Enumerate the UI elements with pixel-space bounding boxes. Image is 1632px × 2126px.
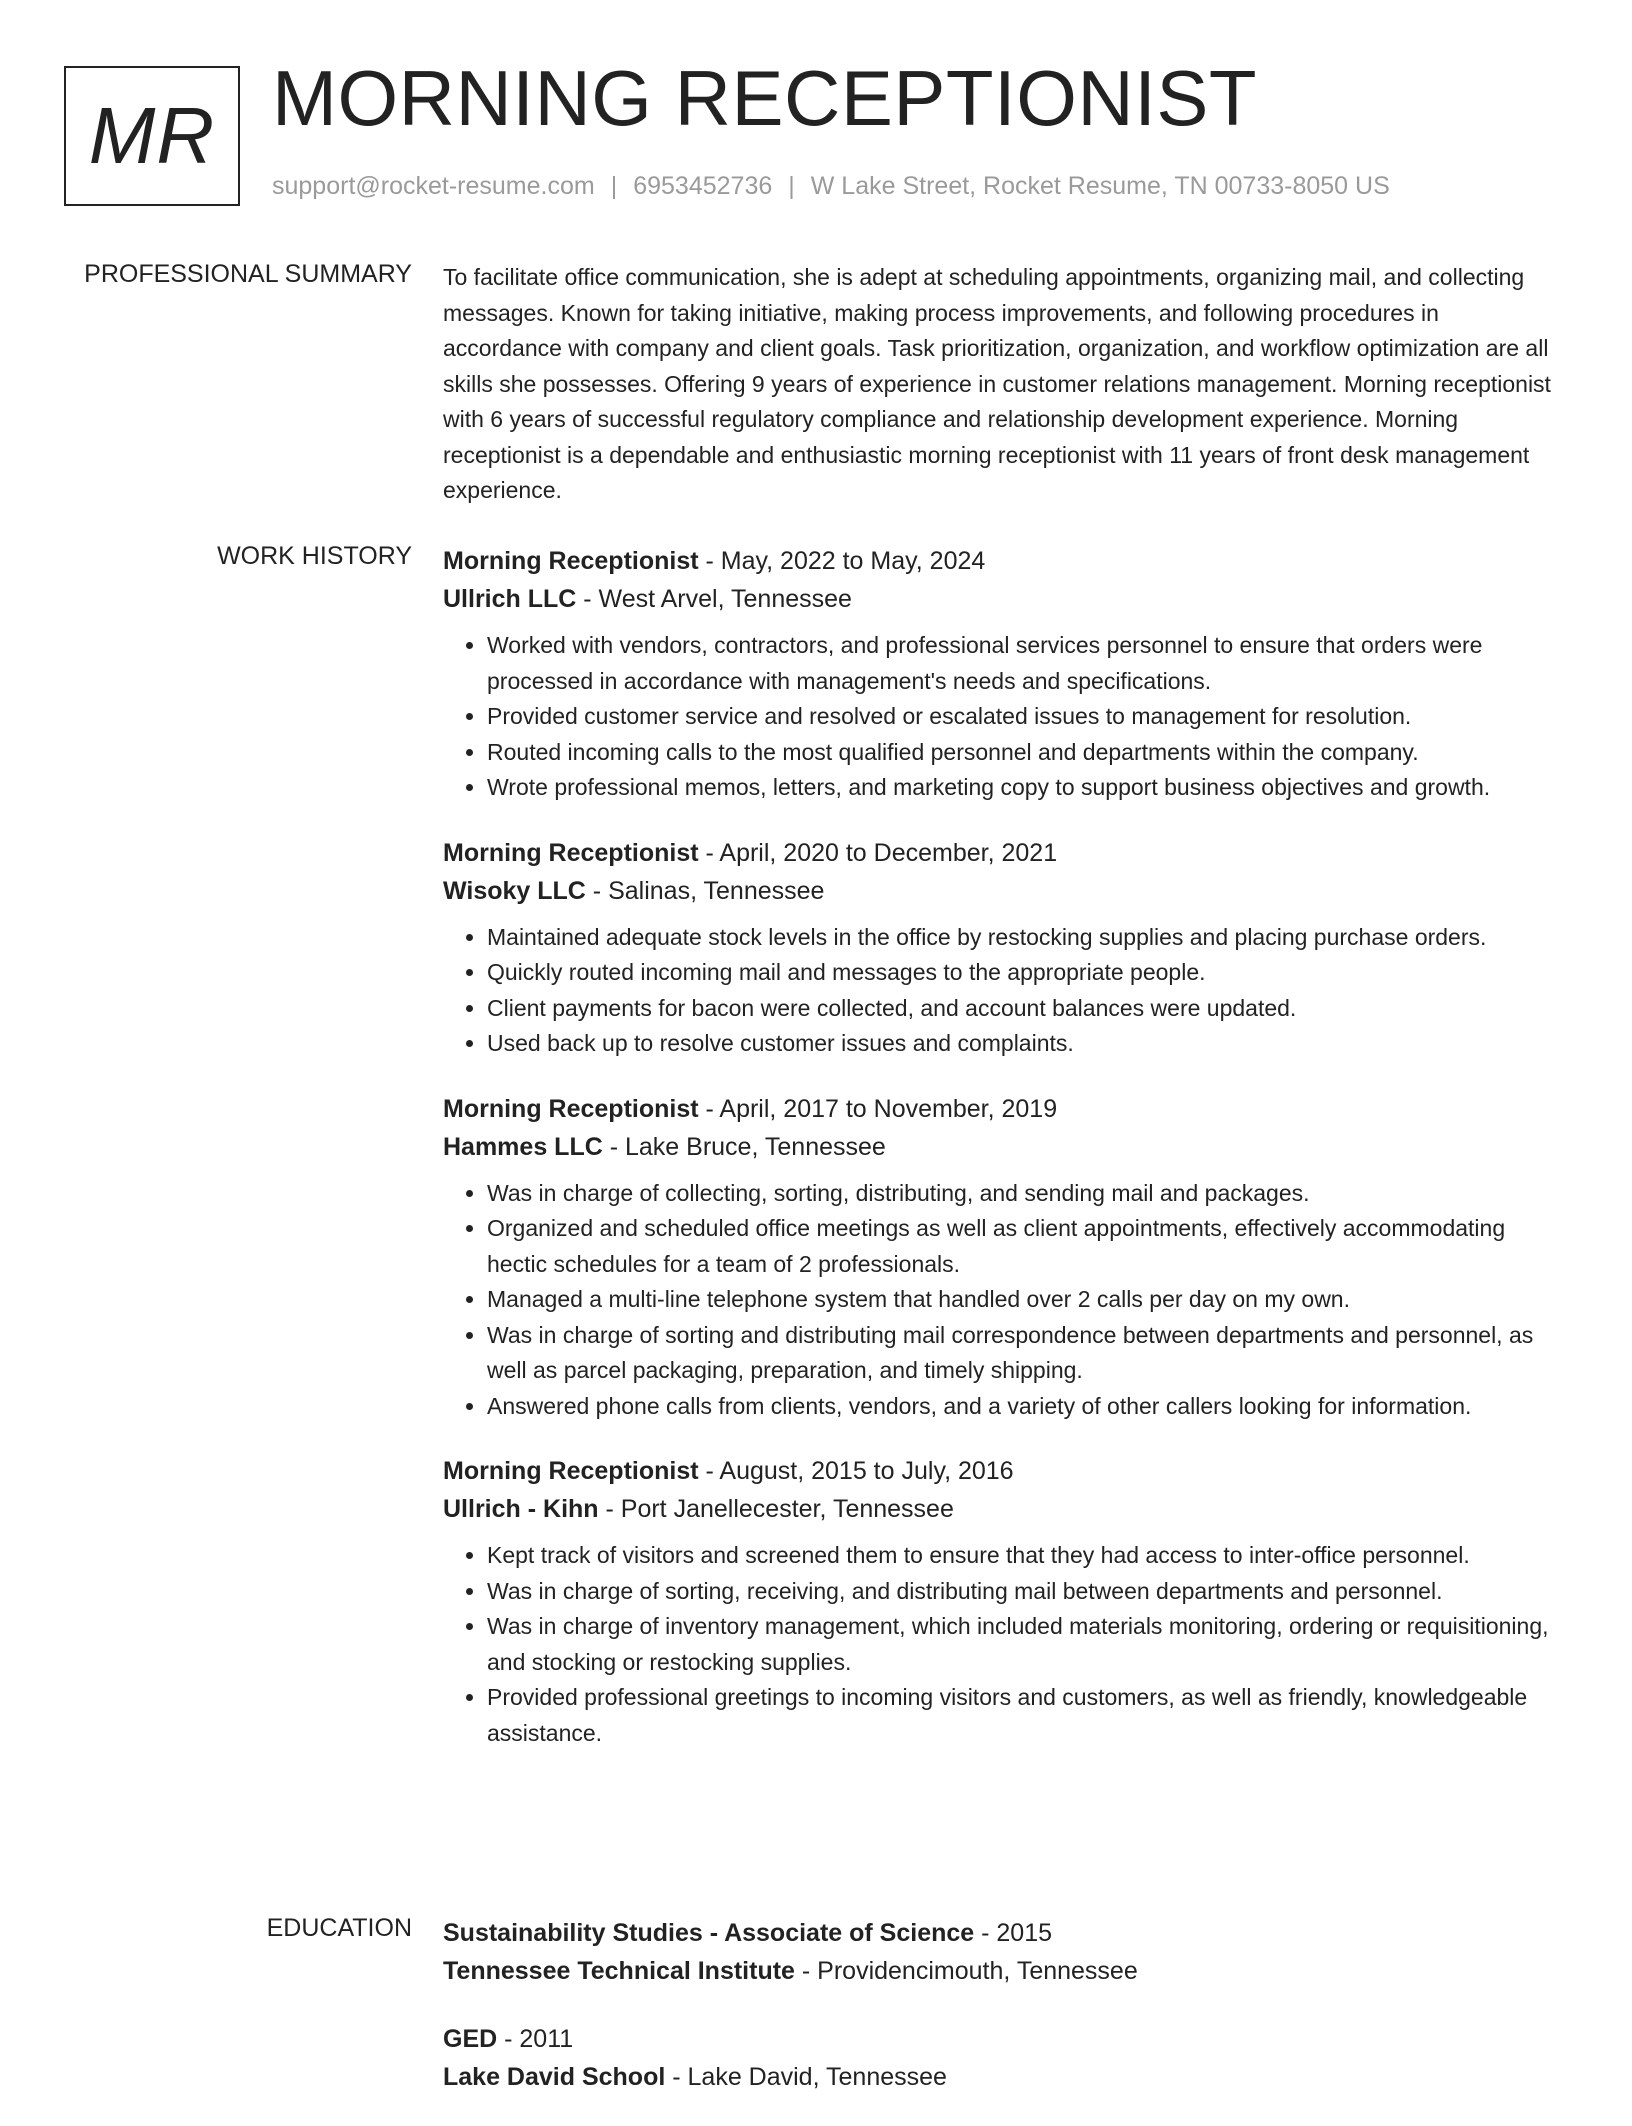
job-company: Ullrich - Kihn xyxy=(443,1495,599,1523)
section-label-summary: PROFESSIONAL SUMMARY xyxy=(84,260,412,288)
job-bullet: • Used back up to resolve customer issues and complaints. xyxy=(487,1026,1563,1062)
job-entry xyxy=(443,1090,1563,1425)
job-bullet: • Kept track of visitors and screened them to ensure that they had access to inter-office personnel. xyxy=(487,1538,1563,1574)
job-bullet: • Worked with vendors, contractors, and professional services personnel to ensure that orders were processed in accordance with management's needs and specifications. xyxy=(487,628,1563,699)
job-title: Morning Receptionist xyxy=(443,838,699,867)
job-title: Morning Receptionist xyxy=(443,547,699,575)
job-bullet-list xyxy=(443,628,1563,806)
contact-address: W Lake Street, Rocket Resume, TN 00733-8050 US xyxy=(810,172,1390,200)
education-location: - Lake David, Tennessee xyxy=(665,2063,947,2091)
job-bullet-list xyxy=(443,1176,1563,1425)
education-list xyxy=(443,1914,1563,2126)
summary-body xyxy=(443,260,1563,509)
section-label-work-history: WORK HISTORY xyxy=(217,542,412,570)
job-bullet: • Was in charge of collecting, sorting, distributing, and sending mail and packages. xyxy=(487,1176,1563,1212)
job-dates: - May, 2022 to May, 2024 xyxy=(698,547,986,575)
job-location: - Salinas, Tennessee xyxy=(585,876,825,905)
job-entry xyxy=(443,834,1563,1062)
job-company: Hammes LLC xyxy=(443,1132,603,1161)
job-bullet: • Wrote professional memos, letters, and marketing copy to support business objectives and growth. xyxy=(487,770,1563,806)
education-school-line xyxy=(443,1952,1563,1990)
job-bullet: • Maintained adequate stock levels in the office by restocking supplies and placing purchase orders. xyxy=(487,920,1563,956)
job-location: - Port Janellecester, Tennessee xyxy=(598,1495,954,1523)
job-title: Morning Receptionist xyxy=(443,1094,699,1123)
contact-separator: | xyxy=(610,172,618,200)
job-company-line xyxy=(443,872,1563,910)
job-company: Wisoky LLC xyxy=(443,876,586,905)
job-bullet: • Was in charge of inventory management, which included materials monitoring, ordering or requisitioning, and stocking or restocking supplies. xyxy=(487,1609,1563,1680)
job-bullet: • Client payments for bacon were collected, and account balances were updated. xyxy=(487,991,1563,1027)
job-bullet: • Answered phone calls from clients, vendors, and a variety of other callers looking for information. xyxy=(487,1389,1563,1425)
job-bullet: • Quickly routed incoming mail and messages to the appropriate people. xyxy=(487,955,1563,991)
job-bullet: • Organized and scheduled office meetings as well as client appointments, effectively accommodating hectic schedules for a team of 2 professionals. xyxy=(487,1211,1563,1282)
candidate-name: MORNING RECEPTIONIST xyxy=(272,54,1258,142)
job-location: - West Arvel, Tennessee xyxy=(576,585,852,613)
education-degree-line xyxy=(443,2020,1563,2058)
job-entry xyxy=(443,1452,1563,1751)
job-title-line xyxy=(443,1452,1563,1490)
contact-phone[interactable]: 6953452736 xyxy=(633,172,773,200)
education-degree: Sustainability Studies - Associate of Science xyxy=(443,1919,975,1947)
contact-line xyxy=(272,172,1390,201)
education-entry xyxy=(443,2020,1563,2096)
job-title-line xyxy=(443,1090,1563,1128)
job-entry xyxy=(443,542,1563,806)
summary-text: To facilitate office communication, she is adept at scheduling appointments, organizing mail, and collecting messages. Known for taking initiative, making process improvements, and following procedures in accordance with company and client goals. Task prioritization, organization, and workflow optimization are all skills she possesses. Offering 9 years of experience in customer relations management. Morning receptionist with 6 years of successful regulatory compliance and relationship development experience. Morning receptionist is a dependable and enthusiastic morning receptionist with 11 years of front desk management experience. xyxy=(443,264,1551,503)
education-degree: GED xyxy=(443,2025,498,2053)
work-history-list xyxy=(443,542,1563,1779)
job-company-line xyxy=(443,1128,1563,1166)
job-dates: - April, 2020 to December, 2021 xyxy=(698,838,1058,867)
section-label-education: EDUCATION xyxy=(266,1914,412,1942)
job-title: Morning Receptionist xyxy=(443,1457,699,1485)
job-company: Ullrich LLC xyxy=(443,585,577,613)
job-company-line xyxy=(443,580,1563,618)
monogram-box xyxy=(64,66,240,206)
job-title-line xyxy=(443,834,1563,872)
job-bullet: • Provided professional greetings to incoming visitors and customers, as well as friendly, knowledgeable assistance. xyxy=(487,1680,1563,1751)
education-location: - Providencimouth, Tennessee xyxy=(794,1957,1138,1985)
education-entry xyxy=(443,1914,1563,1990)
education-school: Tennessee Technical Institute xyxy=(443,1957,795,1985)
job-title-line xyxy=(443,542,1563,580)
education-year: - 2015 xyxy=(974,1919,1053,1947)
job-bullet: • Was in charge of sorting and distributing mail correspondence between departments and personnel, as well as parcel packaging, preparation, and timely shipping. xyxy=(487,1318,1563,1389)
education-school: Lake David School xyxy=(443,2063,666,2091)
education-degree-line xyxy=(443,1914,1563,1952)
job-bullet-list xyxy=(443,920,1563,1062)
job-company-line xyxy=(443,1490,1563,1528)
job-dates: - April, 2017 to November, 2019 xyxy=(698,1094,1058,1123)
job-bullet: • Was in charge of sorting, receiving, and distributing mail between departments and personnel. xyxy=(487,1574,1563,1610)
job-bullet: • Managed a multi-line telephone system that handled over 2 calls per day on my own. xyxy=(487,1282,1563,1318)
job-bullet: • Routed incoming calls to the most qualified personnel and departments within the company. xyxy=(487,735,1563,771)
job-location: - Lake Bruce, Tennessee xyxy=(602,1132,886,1161)
contact-separator: | xyxy=(788,172,795,200)
education-school-line xyxy=(443,2058,1563,2096)
job-bullet: • Provided customer service and resolved or escalated issues to management for resolution. xyxy=(487,699,1563,735)
education-year: - 2011 xyxy=(497,2025,574,2053)
monogram-initials: MR xyxy=(88,91,216,180)
contact-email[interactable]: support@rocket-resume.com xyxy=(272,172,595,200)
job-dates: - August, 2015 to July, 2016 xyxy=(698,1457,1014,1485)
job-bullet-list xyxy=(443,1538,1563,1751)
